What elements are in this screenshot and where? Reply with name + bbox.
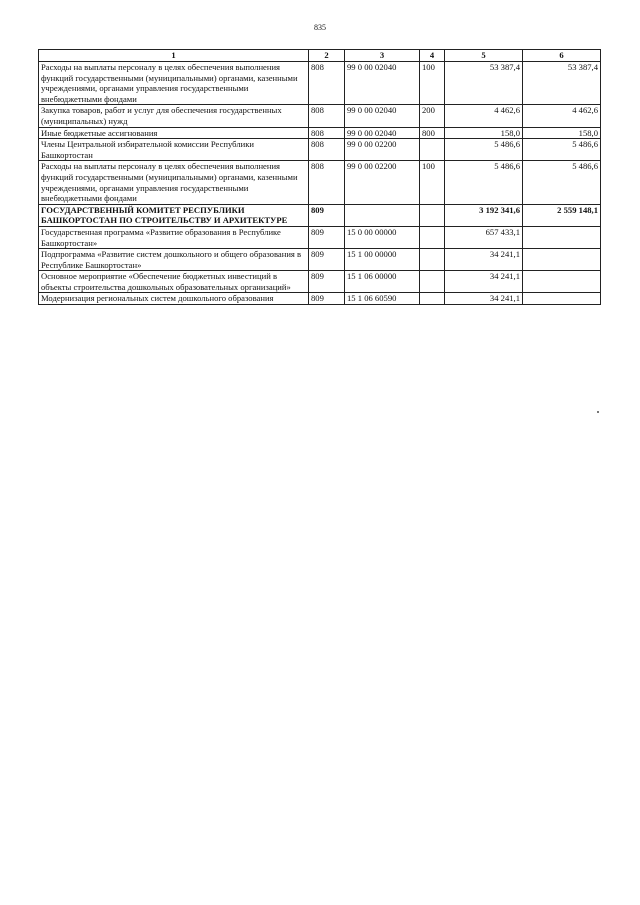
cell-csr: 15 1 06 00000 (345, 271, 420, 293)
cell-sum1: 4 462,6 (445, 105, 523, 127)
cell-sum1: 34 241,1 (445, 271, 523, 293)
cell-vr (420, 293, 445, 305)
cell-vr: 100 (420, 62, 445, 105)
cell-name: Члены Центральной избирательной комиссии Республики Башкортостан (39, 139, 309, 161)
cell-ministry: 808 (309, 105, 345, 127)
table-row (39, 293, 601, 305)
cell-sum1: 53 387,4 (445, 62, 523, 105)
cell-name: Модернизация региональных систем дошкольного образования (39, 293, 309, 305)
column-header-name: 1 (39, 50, 309, 62)
table-row (39, 127, 601, 139)
cell-sum2: 4 462,6 (523, 105, 601, 127)
cell-csr: 15 1 06 60590 (345, 293, 420, 305)
cell-ministry: 808 (309, 139, 345, 161)
cell-sum2 (523, 226, 601, 248)
table-row (39, 249, 601, 271)
column-header-csr: 3 (345, 50, 420, 62)
cell-csr (345, 204, 420, 226)
column-header-sum1: 5 (445, 50, 523, 62)
cell-csr: 15 0 00 00000 (345, 226, 420, 248)
cell-sum1: 5 486,6 (445, 139, 523, 161)
cell-sum1: 34 241,1 (445, 293, 523, 305)
cell-sum2 (523, 249, 601, 271)
cell-sum1: 657 433,1 (445, 226, 523, 248)
cell-vr: 100 (420, 161, 445, 204)
cell-ministry: 808 (309, 127, 345, 139)
cell-vr: 800 (420, 127, 445, 139)
cell-ministry: 809 (309, 249, 345, 271)
cell-ministry: 809 (309, 226, 345, 248)
cell-name: ГОСУДАРСТВЕННЫЙ КОМИТЕТ РЕСПУБЛИКИ БАШКОРТОСТАН ПО СТРОИТЕЛЬСТВУ И АРХИТЕКТУРЕ (39, 204, 309, 226)
cell-name: Иные бюджетные ассигнования (39, 127, 309, 139)
cell-sum2: 5 486,6 (523, 161, 601, 204)
budget-table (38, 49, 601, 305)
table-row (39, 161, 601, 204)
cell-sum2: 2 559 148,1 (523, 204, 601, 226)
cell-csr: 99 0 00 02040 (345, 127, 420, 139)
cell-sum1: 158,0 (445, 127, 523, 139)
cell-sum1: 34 241,1 (445, 249, 523, 271)
cell-sum2: 158,0 (523, 127, 601, 139)
cell-name: Расходы на выплаты персоналу в целях обеспечения выполнения функций государственными (муниципальными) органами, казенными учреждениями, органами управления государственными внебюджетными фондами (39, 62, 309, 105)
table-row (39, 271, 601, 293)
cell-name: Основное мероприятие «Обеспечение бюджетных инвестиций в объекты строительства дошкольных образовательных организаций» (39, 271, 309, 293)
cell-vr (420, 204, 445, 226)
table-header-row (39, 50, 601, 62)
cell-ministry: 809 (309, 271, 345, 293)
cell-vr (420, 271, 445, 293)
cell-ministry: 809 (309, 204, 345, 226)
table-row (39, 62, 601, 105)
column-header-sum2: 6 (523, 50, 601, 62)
cell-ministry: 808 (309, 62, 345, 105)
cell-sum2 (523, 271, 601, 293)
cell-vr (420, 249, 445, 271)
cell-name: Государственная программа «Развитие образования в Республике Башкортостан» (39, 226, 309, 248)
cell-csr: 99 0 00 02040 (345, 62, 420, 105)
page-number: 835 (314, 23, 326, 32)
cell-csr: 15 1 00 00000 (345, 249, 420, 271)
table-row-section (39, 204, 601, 226)
column-header-ministry: 2 (309, 50, 345, 62)
table-row (39, 105, 601, 127)
cell-ministry: 809 (309, 293, 345, 305)
cell-ministry: 808 (309, 161, 345, 204)
cell-vr (420, 139, 445, 161)
cell-sum1: 5 486,6 (445, 161, 523, 204)
cell-name: Подпрограмма «Развитие систем дошкольного и общего образования в Республике Башкортостан» (39, 249, 309, 271)
cell-vr: 200 (420, 105, 445, 127)
cell-csr: 99 0 00 02200 (345, 139, 420, 161)
cell-csr: 99 0 00 02200 (345, 161, 420, 204)
cell-name: Расходы на выплаты персоналу в целях обеспечения выполнения функций государственными (муниципальными) органами, казенными учреждениями, органами управления государственными внебюджетными фондами (39, 161, 309, 204)
cell-vr (420, 226, 445, 248)
cell-sum2: 5 486,6 (523, 139, 601, 161)
cell-sum2 (523, 293, 601, 305)
table-row (39, 139, 601, 161)
cell-sum1: 3 192 341,6 (445, 204, 523, 226)
cell-csr: 99 0 00 02040 (345, 105, 420, 127)
table-row (39, 226, 601, 248)
cell-name: Закупка товаров, работ и услуг для обеспечения государственных (муниципальных) нужд (39, 105, 309, 127)
scan-speck (597, 411, 599, 413)
cell-sum2: 53 387,4 (523, 62, 601, 105)
column-header-vr: 4 (420, 50, 445, 62)
